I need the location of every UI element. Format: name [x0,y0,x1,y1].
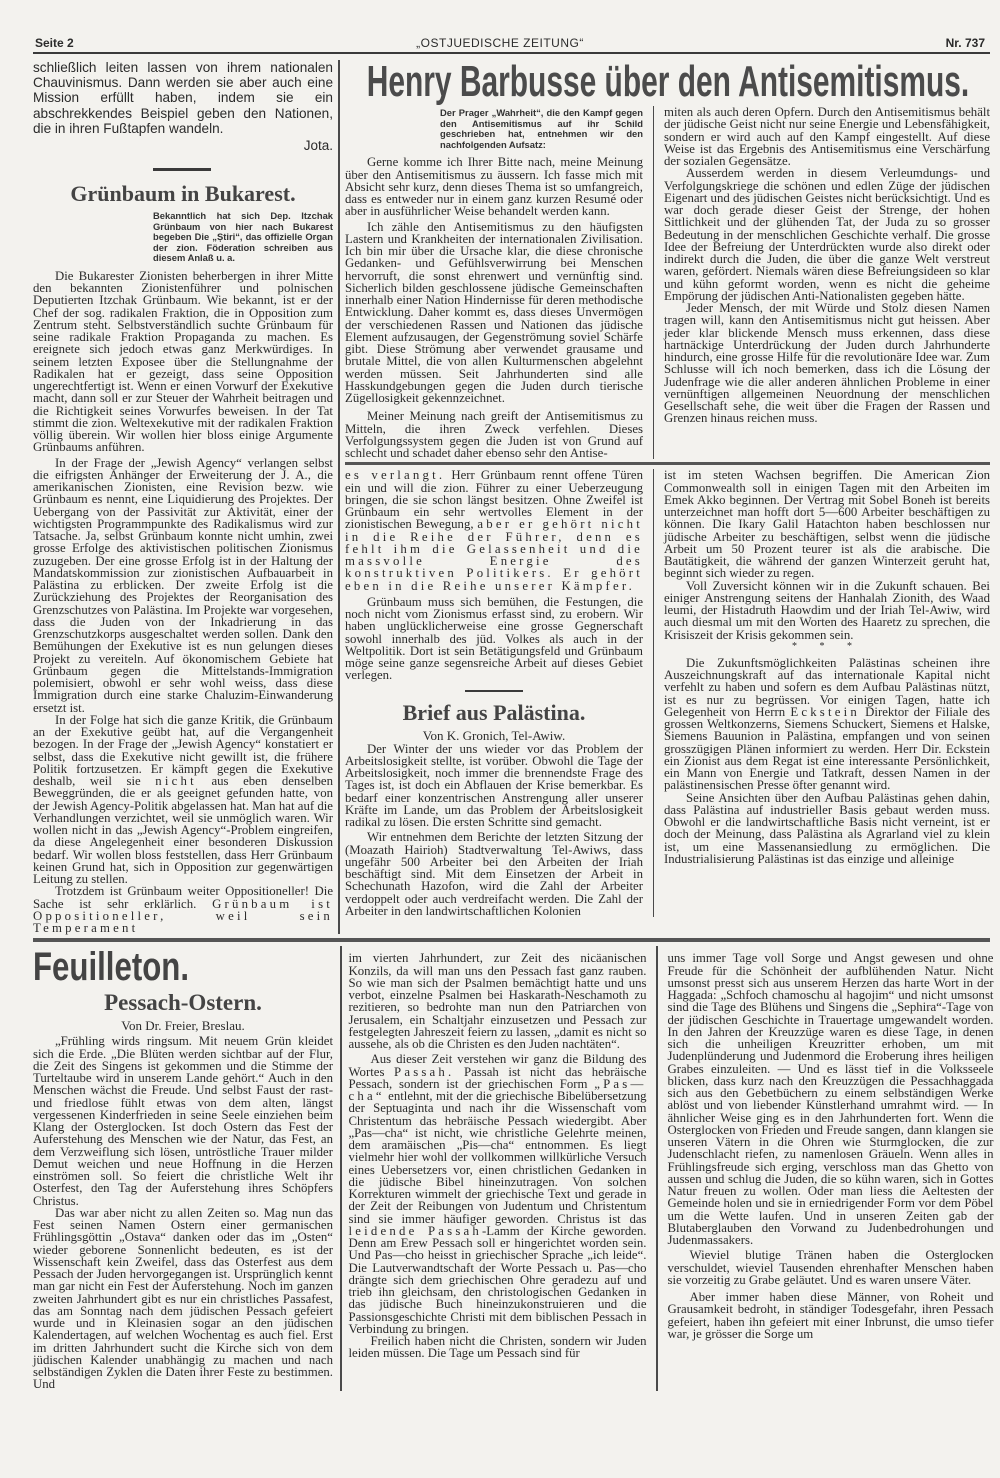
paragraph: „Frühling wirds ringsum. Mit neuem Grün kleidet sich die Erde. „Die Blüten werden sichtbar auf der Flur, die Zeit des Singens ist gekommen und die Stimme der Turteltaube wird in unserem Lande gehört.“ Auch in den Menschen wächst die Freude. Und selbst Faust der rast- und friedlose fühlt etwas von dem alten, längst vergessenen Kinderfrieden in seine Seele einziehen beim Klang der Osterglocken. Ist doch Ostern das Fest der Auferstehung des Menschen wie der Natur, das Fest, an dem Verzweiflung sich lösen, untröstliche Trauer milder Demut weichen und neue Hoffnung in die Herzen einströmen soll. So feiert die christliche Welt ihr Osterfest, den Tag der Auferstehung ihres Schöpfers Christus. [33,1034,333,1208]
paragraph: Jeder Mensch, der mit Würde und Stolz diesen Namen tragen will, kann den Antisemitismus nicht gut heissen. Aber jeder klar blickende Mensch muss erkennen, dass diese hartnäckige Unterdrückung der Juden durch Jahrhunderte hindurch, eine grosse Hilfe für die revolutionäre Idee war. Zum Schlusse will ich noch bemerken, dass ich die Lösung der Judenfrage wie die aller anderen ähnlichen Probleme in einer vernünftigen allgemeinen Neuordnung der menschlichen Gesellschaft sehe, die weit über die Fragen der Rassen und Grenzen hinaus reichen muss. [664,301,990,426]
paragraph: Der Winter der uns wieder vor das Problem der Arbeitslosigkeit stellte, ist vorüber. Obwohl die Tage der Arbeitslosigkeit, noch immer die brennendste Frage des Tages ist, ist doch ein Abflauen der Krise bemerkbar. Es bedarf einer konzentrischen Anstrengung aller unserer Kräfte im Lande, um das Problem der Arbeitslosigkeit radikal zu lösen. Die ersten Schritte sind gemacht. [345,741,643,830]
newspaper-title: „OSTJUEDISCHE ZEITUNG“ [416,36,584,50]
column-divider [653,106,655,459]
middle-columns [345,469,990,917]
spaced-text: Eckstein [790,704,860,719]
lead-article-ending: schließlich leiten lassen von ihrem nationalen Chauvinismus. Dann werden sie aber auch eine Mission erfüllt haben, indem sie ein abschrekkendes Beispiel geben den Nationen, die in ihren Fußtapfen wandeln. [33,60,333,136]
paragraph: uns immer Tage voll Sorge und Angst gewesen und ohne Freude für die Schönheit der aufblühenden Natur. Nicht umsonst presst sich aus unserem Herzen das harte Wort in der Haggada: „Schfoch chamoschu al hagojim“ und nicht umsonst sind die Tage des Blühens und Singens die „Sephira“-Tage von der jüdischen Geschichte in Trauertage umgewandelt worden. In den Jahren der Kreuzzüge waren es diese Tage, in denen sich die unheiligen Kreuzritter erhoben, um mit Judenplünderung und Judenmord die Eroberung ihres heiligen Grabes einzuleiten. — Und es lässt tief in die Volksseele blicken, dass kurz nach den Kreuzzügen die Pessachhaggada sich aus den Gebetbüchern zu einem selbständigen Werke ablöst und von liebender Künstlerhand umrahmt wird. — In ähnlicher Weise ging es in den Jahrhunderten fort. Wenn die Osterglocken von Frieden und Freude sangen, dann klangen sie unseren Vätern in die Ohren wie Sturmglocken, die zur Judenschlacht riefen, zu namenlosen Gräueln. Wenn alles in Frühlingsfreude sich erging, verschloss man das Ghetto von aussen und schlug die Juden, die so kühn waren, sich in Gottes Natur freuen zu wollen. Oder man liess die Aeltesten der Gemeinde holen und sie in erniedrigender Form vor dem Pöbel um die Wette laufen. Und in unseren Zeiten gab der Blutaberglauben den Vorwand zu Judenbedrohungen und Judenmassakers. [667,951,994,1248]
paragraph: miten als auch deren Opfern. Durch den Antisemitismus behält der jüdische Geist nicht nur seine Energie und Lebensfähigkeit, sondern er wird auch auf den Kampf eingestellt. Auf diese Weise ist das Ergebnis des Antisemitismus eine Verschärfung der sozialen Gegensätze. [664,105,990,168]
feuilleton-label-container [33,946,333,988]
text: Direktor der Filiale des grossen Weltkonzerns, Siemens Schuckert, Siemens et Halske, Siemens Bauunion in Palästina, empfangen und von seinen grosszügigen Plänen informiert zu werden. Herr Dir. Eckstein ein Zionist aus dem Regat ist eine interessante Persönlichkeit, ein Mann von Energie und Tatkraft, dessen Namen in der palästinensischen Presse öfter genannt wird. [664,704,991,793]
paragraph: Freilich haben nicht die Christen, sondern wir Juden leiden müssen. Die Tage um Pessach sind für [348,1334,647,1361]
column-divider [656,946,658,1390]
header-rule [33,52,990,54]
paragraph: Ausserdem werden in diesem Verleumdungs- und Verfolgungskriege die schönen und edlen Züge der jüdischen Eigenart und des jüdischen Geistes nicht berücksichtigt. Und es war doch gerade dieser Geist der Strenge, der hohen Sittlichkeit und der glühenden Tat, der Juda zu so grosser Bedeutung in der menschlichen Geschichte verhalf. Die grosse Idee der Befreiung der Unterdrückten wurde also direkt oder indirekt durch die Juden, die über die ganze Welt verstreut waren, gefördert. Niemals wären diese Befreiungsideen so klar und kühn geformt worden, wenn es nicht die geheime Empörung der jüdischen Anti-Nationalisten gegeben hätte. [664,166,990,303]
article-body-gruenbaum-continued [345,469,643,681]
paragraph: Ich zähle den Antisemitismus zu den häufigsten Lastern und Krankheiten der internationalen Zivilisation. Ich bin mir über die Ursache klar, die diese chronische Gedanken- und Gefühlsverwirrung bei Menschen hervorruft, die sonst ehrenwert und vernünftig sind. Sicherlich bilden geschlossene jüdische Gemeinschaften innerhalb einer Nation Hindernisse für deren methodische Entwicklung. Daher kommt es, dass dieses Unvermögen der verschiedenen Rassen und Nationen das jüdische Element aufzusaugen, der Gegenströmung soviel Schärfe gibt. Diese Strömung aber verwendet grausame und brutale Mittel, die von allen Kulturmenschen abgelehnt werden müssen. Seit Jahrhunderten sind alle Hasskundgebungen gegen die Juden durch tierische Zügellosigkeit gekennzeichnet. [345,219,643,406]
paragraph [33,714,333,886]
paragraph: Wir entnehmen dem Berichte der letzten Sitzung der (Moazath Hairioh) Stadtverwaltung Tel-Awiws, dass ungefähr 500 Arbeiter bei den Arbeiten der Iriah beschäftigt sind. Mit dem Einsetzen der Arbeit in Schechunath Hazofon, wird die Zahl der Arbeiter verdoppelt oder auch verdreifacht werden. Die Zahl der Arbeiter in den landwirtschaftlichen Kolonien [345,830,643,918]
text: In der Folge hat sich die ganze Kritik, die Grünbaum an der Exekutive geübt hat, auf die Vergangenheit bezogen. In der Frage der „Jewish Agency“ konstatiert er selbst, dass die Exekutive nicht gewillt ist, die frühere Politik fortzusetzen. Er kämpft gegen die Exekutive deshalb, weil sie [33,712,333,789]
article-body-pessach-col1 [33,946,333,1390]
article-body-gruenbaum [33,270,333,935]
article-body-brief-col1 [345,743,643,918]
paragraph [349,1053,647,1335]
article-body-barbusse-col1 [345,106,643,459]
paragraph: Seine Ansichten über den Aufbau Palästinas gehen dahin, dass Palästina auf industrieller Basis gebaut werden muss. Obwohl er die landwirtschaftliche Basis nicht verneint, ist er doch der Meinung, dass Palästina als Agrarland viel zu klein ist, um eine Massenansiedlung zu ermöglichen. Die Industrialisierung Palästinas ist das einzige und alleinige [664,790,990,866]
headline-container [345,57,990,106]
column-divider [340,946,342,1390]
byline-pessach: Von Dr. Freier, Breslau. [121,1018,245,1034]
spaced-text: „Pas—cha“ [348,1076,647,1104]
paragraph [664,657,990,792]
paragraph: Gerne komme ich Ihrer Bitte nach, meine Meinung über den Antisemitismus zu äussern. Ich fasse mich mit Absicht sehr kurz, denn dieses Thema ist so umfangreich, dass es entweder nur in einem ganz kurzen Resumé oder aber in ausführlicher Weise behandelt werden kann. [345,155,643,219]
article-title-brief: Brief aus Palästina. [402,699,586,725]
paragraph [33,885,333,934]
spaced-text: es verlangt. [345,468,446,483]
left-column [33,60,333,934]
paragraph: In der Frage der „Jewish Agency“ verlangen selbst die eifrigsten Anhänger der Erweiterung der J. A., die amerikanischen Zionisten, eine Revision bezw. wie Grünbaum es nennt, eine Liquidierung des Projektes. Der Uebergang von der Passivität zur Aktivität, einer der wichtigsten Programmpunkte des Radikalismus wird zur Tatsache. Ja, selbst Grünbaum konnte nicht umhin, zwei grosse Erfolge des aktivistischen politischen Zionismus zuzugeben. Der eine grosse Erfolg ist in der Haltung der Mandatskommission zur zionistischen Aufbauarbeit in Palästina zu erblicken. Der zweite Erfolg ist die Zurückziehung des Projektes der Reorganisation des Grenzschutzes von Palästina. Im Projekte war vorgesehen, dass die Juden von der Inkadrierung in das Grenzschutzkorps ausgeschaltet werden sollen. Dank den Bemühungen der Exekutive ist es nun gelungen dieses Projekt zu vereiteln. Auf ökonomischem Gebiete hat Grünbaum gegen die Mittelstands-Immigration polemisiert, obwohl er sehr wohl weiss, dass diese Immigration durch eine starke Chaluzim-Einwanderung ersetzt ist. [33,455,333,715]
article-title-pessach: Pessach-Ostern. [104,990,262,1016]
headline-barbusse: Henry Barbusse über den Antisemitismus. [366,57,969,106]
text: Trotzdem ist Grünbaum weiter Oppositioneller! Die Sache ist sehr erklärlich. [33,884,333,911]
spaced-text: Grünbaum ist Oppositioneller, weil sein Temperament [33,896,333,936]
paragraph: Wieviel blutige Tränen haben die Osterglocken verschuldet, wieviel Tausenden ehrenhafter Menschen haben sie vorzeitig zu Grabe geläutet. Und es waren unsere Väter. [667,1248,994,1287]
byline-brief: Von K. Gronich, Tel-Awiw. [422,727,566,743]
section-label-feuilleton: Feuilleton. [33,945,189,990]
spaced-text: leidende Passah [348,1223,483,1238]
text: Aus dieser Zeit verstehen wir ganz die Bildung des Wortes [348,1052,647,1079]
paragraph: Grünbaum muss sich bemühen, die Festungen, die noch nicht vom Zionismus erfasst sind, zu erobern. Wir haben unglücklicherweise eine grosse Gegnerschaft sowohl innerhalb des jüd. Volkes als auch in der Weltpolitik. Dort ist sein Betätigungsfeld und Grünbaum möge seine ganze segensreiche Arbeit auf dieses Gebiet verlegen. [345,594,643,683]
paragraph: Das war aber nicht zu allen Zeiten so. Mag nun das Fest seinen Namen Ostern einer germanischen Frühlingsgöttin „Ostava“ danken oder das im „Osten“ wieder geborene Sonnenlicht bedeuten, es ist der Wissenschaft kein Zweifel, dass das Osterfest aus dem Pessach der Juden hervorgegangen ist. Ursprünglich kennt man gar nicht ein Fest der Auferstehung. Noch im ganzen zweiten Jahrhundert gibt es nur ein christliches Passafest, das am Sonntag nach dem jüdischen Pessach gefeiert wurde und in Kleinasien sogar an den jüdischen Kalendertagen, auf welchen Wochentag es auch fiel. Erst im dritten Jahrhundert sucht die Kirche sich von dem jüdischen Kalender unabhängig zu machen und nach selbständigen Zyklen die Daten ihrer Feste zu bestimmen. Und [33,1205,333,1392]
middle-column-left [345,469,643,917]
feuilleton-section [33,945,994,1392]
text: entlehnt, mit der die griechische Bibelübersetzung der Septuaginta und nach ihr die Wissenschaft vom Christentum das hebräische Pessach wiedergibt. Aber „Pas—cha“ ist nicht, wie christliche Gelehrte meinen, dem aramäischen „Pis—cha“ entnommen. Es liegt vielmehr hier wohl der vollkommen willkürliche Versuch eines Uebersetzers vor, einen christlichen Gedanken in die jüdische Bibel hineinzutragen. Von solchen Korrekturen wimmelt der griechische Text und gerade in der Zeit der Reibungen von Judentum und Christentum sind sie immer häufiger geworden. Christus ist das [348,1089,647,1226]
right-area [345,57,991,934]
text: aus eben denselben Beweggründen, die er als geeignet gefunden hatte, von der Jewish Agency-Politik abgelassen hat. Man hat auf die Verhandlungen verzichtet, weil sie unmöglich waren. Wir wollen nicht in das „Jewish Agency“-Problem eingreifen, da diese Angelegenheit einer besonderen Diskussion bedarf. Wir wollen bloss feststellen, dass Herr Grünbaum keinen Grund hat, sich in Opposition zur gegenwärtigen Leitung zu stellen. [33,774,333,887]
article-body-pessach-col2 [349,946,647,1390]
article-body-brief-col2 [664,469,990,917]
paragraph: ist im steten Wachsen begriffen. Die American Zion Commonwealth soll in einigen Tagen mit den Arbeiten im Emek Akko beginnen. Der Vertrag mit Sobel Boneh ist bereits unterzeichnet man hofft dort 5—600 Arbeiter beschäftigen zu können. Die Ikary Galil Hatachton haben beschlossen nur jüdische Arbeiter zu beschäftigen, selbst wenn die jüdische Arbeit um 50 Prozent teurer ist als die arabische. Die Bautätigkeit, die während der ganzen Winterzeit geruht hat, beginnt sich wieder zu regen. [664,468,990,581]
author-signature: Jota. [303,138,333,154]
paragraph: Meiner Meinung nach greift der Antisemitismus zu Mitteln, die ihren Zweck verfehlen. Dieses Verfolgungssystem gegen die Juden ist von Grund auf schlecht und schadet daher ebenso sehr den Antise- [345,409,643,461]
page-body [33,57,994,1392]
section-rule [33,938,990,942]
paragraph [345,469,643,592]
section-rule [345,462,990,465]
column-divider [653,469,655,917]
text: Passah ist nicht das hebräische Pessach, sondern ist der griechischen Form [348,1064,647,1091]
spaced-text: aber er gehört nicht in die Reihe der Führer, denn es fehlt ihm die Gelassenheit und die massvolle Energie des konstruktiven Politikers. Er gehört eben in die Reihe unserer Kämpfer. [345,517,643,593]
issue-number: Nr. 737 [945,36,985,50]
page-number: Seite 2 [35,36,74,50]
text: -Lamm der Kirche geworden. Denn am Erew Pessach soll er hingerichtet worden sein. Und Pas—cho heisst in griechischer Sprache „ich leide“. Die Lautverwandtschaft der Worte Pessach u. Pas—cho drängte sich dem griechischen Ohre geradezu auf und trieb ihn gleichsam, den christologischen Gedanken in das jüdische Buch hineinzukonstruieren und die Passionsgeschichte Christi mit dem biblischen Pessach in Verbindung zu bringen. [348,1223,647,1336]
article-body-barbusse-col2 [664,106,990,459]
article-intro-barbusse: Der Prager „Wahrheit“, die den Kampf gegen den Antisemitismus auf ihr Schild geschrieben hat, entnehmen wir den nachfolgenden Aufsatz: [440,107,643,150]
paragraph: Aber immer haben diese Männer, von Roheit und Grausamkeit bedroht, in ständiger Todesgefahr, ihren Pessach gefeiert, haben ihn gefeiert mit einer Inbrunst, die umso tiefer war, je grösser die Sorge um [667,1290,994,1341]
text: Die Zukunftsmöglichkeiten Palästinas scheinen ihre Auszeichnungskraft auf das internationale Kapital nicht verfehlt zu haben und sofern es dem Aufbau Palästinas nützt, ist es nur zu begrüssen. Vor einigen Tagen, hatte ich Gelegenheit von Herrn [664,655,990,719]
upper-section [33,57,991,936]
article-title-gruenbaum: Grünbaum in Bukarest. [70,181,296,207]
barbusse-columns [345,106,990,459]
spaced-text: Passah. [394,1064,455,1079]
section-separator: * * * [792,640,862,652]
separator-rule [153,168,211,171]
separator-rule [465,690,523,692]
column-divider [338,60,340,934]
spaced-text: nicht [155,774,197,789]
text: Herr Grünbaum rennt offene Türen ein und will die zion. Führer zu einer Ueberzeugung bringen, die sie schon längst besitzen. Ohne Zweifel ist Grünbaum ein sehr wertvolles Element in der zionistischen Bewegung, [345,468,643,532]
paragraph: Voll Zuversicht können wir in die Zukunft schauen. Bei einiger Anstrengung seitens der Hanhalah Zionith, des Waad leumi, der Histadruth Haowdim und der Iriah Tel-Awiw, wird auch diesmal um mit den Worten des Haaretz zu sprechen, die Krisiszeit der Krisis gekommen sein. [664,578,990,642]
paragraph: im vierten Jahrhundert, zur Zeit des nicäanischen Konzils, da will man uns den Pessach fast ganz rauben. So wie man sich der Psalmen bemächtigt hatte und uns verbot, einzelne Psalmen bei Haskarath-Neschamoth zu rezitieren, so bedrohte man nun den Patriarchen von Jerusalem, ein Schaltjahr einzusetzen und Pessach zur festgelegten Jahreszeit feiern zu lassen, „damit es nicht so aussehe, als ob die Christen es den Juden nachtäten“. [348,951,647,1052]
article-intro-gruenbaum: Bekanntlich hat sich Dep. Itzchak Grünbaum von hier nach Bukarest begeben Die „Știri“, das offizielle Organ der zion. Föderation schreiben aus diesem Anlaß u. a. [153,210,333,264]
paragraph: Die Bukarester Zionisten beherbergen in ihrer Mitte den bekannten Zionistenführer und polnischen Deputierten Itzchak Grünbaum. Wie bekannt, ist er der Chef der sog. radikalen Fraktion, die in Opposition zum Zentrum steht. Selbstverständlich suchte Grünbaum für seine radikale Fraktion Propaganda zu machen. Es ereignete sich jedoch etwas ganz Merkwürdiges. In seinem letzten Exposee über die Stellungnahme der Radikalen hat er gezeigt, dass seine Opposition ungerechtfertigt ist. Wenn er einen Vorwurf der Exekutive macht, dann soll er zur Steuer der Wahrheit beitragen und die Richtigkeit seines Vorwurfes beweisen. In der Tat stimmt die zion. Weltexekutive mit der radikalen Fraktion völlig überein. Wir wollen hier bloss einige Argumente Grünbaums anführen. [33,268,333,455]
article-body-pessach-col3 [668,946,994,1390]
